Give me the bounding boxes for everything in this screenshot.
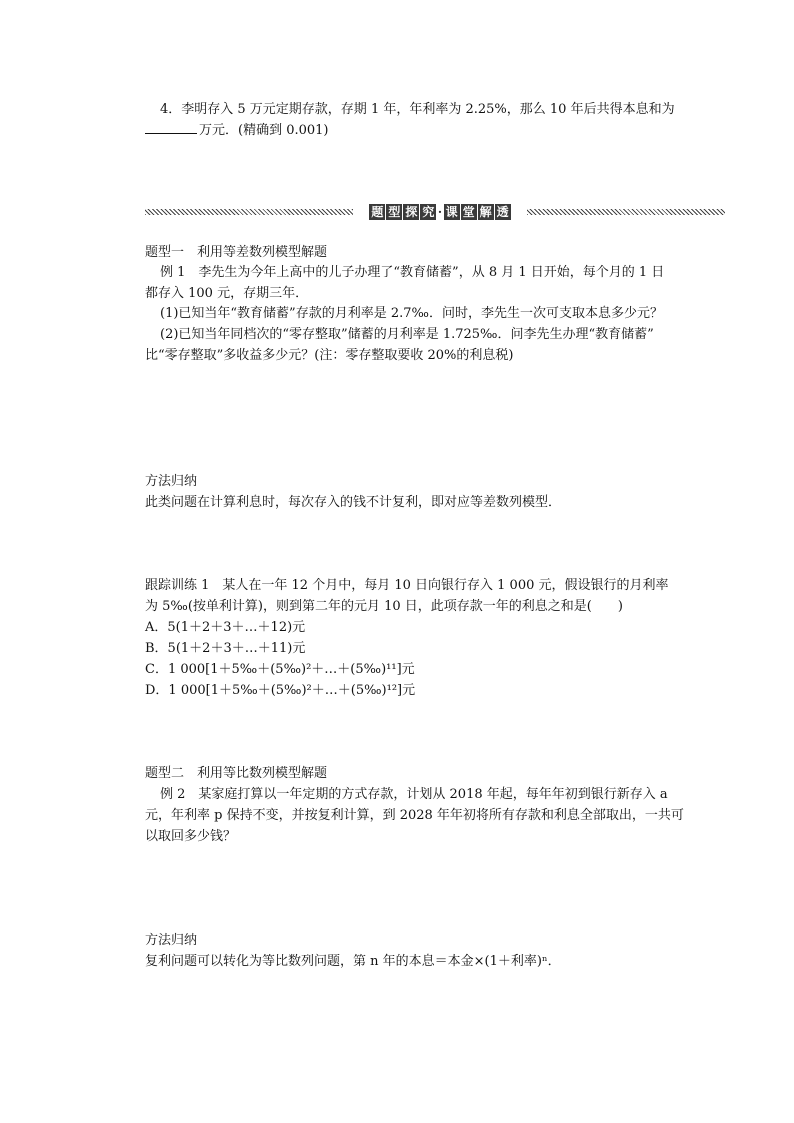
type2-heading: 题型二 利用等比数列模型解题 (145, 766, 328, 781)
banner-char: 堂 (462, 205, 475, 219)
training1-line-1: 跟踪训练 1 某人在一年 12 个月中，每月 10 日向银行存入 1 000 元，假设银行的月利率 (145, 578, 669, 593)
example1-part-1: (1)已知当年“教育储蓄”存款的月利率是 2.7‰．问时，李先生一次可支取本息多少元？ (160, 306, 663, 321)
example2-line-3: 以取回多少钱？ (145, 829, 237, 844)
method2-text: 复利问题可以转化为等比数列问题，第 n 年的本息＝本金×(1＋利率)ⁿ． (145, 954, 561, 969)
training1-option-d: D．1 000[1＋5‰＋(5‰)²＋…＋(5‰)¹²]元 (145, 683, 416, 698)
method1-text: 此类问题在计算利息时，每次存入的钱不计复利，即对应等差数列模型． (145, 495, 562, 510)
banner-separator: · (437, 205, 443, 219)
banner-char: 课 (445, 205, 458, 219)
example1-part-2-line-2: 比“零存整取”多收益多少元？(注：零存整取要收 20%的利息税) (145, 348, 514, 363)
banner-title (355, 203, 525, 221)
method2-heading: 方法归纳 (145, 933, 198, 948)
training1-option-c: C．1 000[1＋5‰＋(5‰)²＋…＋(5‰)¹¹]元 (145, 662, 415, 677)
banner-char: 型 (388, 205, 401, 219)
banner-stripes-left (145, 209, 353, 215)
method1-heading: 方法归纳 (145, 474, 198, 489)
banner-char: 究 (422, 205, 435, 219)
type1-heading: 题型一 利用等差数列模型解题 (145, 245, 328, 260)
training1-option-a: A．5(1＋2＋3＋…＋12)元 (145, 620, 306, 635)
question-4-suffix: 万元．(精确到 0.001) (199, 123, 329, 138)
training1-line-2: 为 5‰(按单利计算)，则到第二年的元月 10 日，此项存款一年的利息之和是( ) (145, 599, 623, 614)
banner-char: 题 (371, 205, 384, 219)
example1-line-1: 例 1 李先生为今年上高中的儿子办理了“教育储蓄”，从 8 月 1 日开始，每个月的 1 日 (160, 265, 665, 280)
example1-line-2: 都存入 100 元，存期三年． (145, 286, 309, 301)
example1-part-2-line-1: (2)已知当年同档次的“零存整取”储蓄的月利率是 1.725‰．问李先生办理“教育储蓄” (160, 327, 654, 342)
question-4-line-2 (145, 120, 705, 140)
banner-char: 透 (496, 205, 509, 219)
banner-char: 探 (405, 205, 418, 219)
example2-line-1: 例 2 某家庭打算以一年定期的方式存款，计划从 2018 年起，每年年初到银行新存入 a (160, 787, 668, 802)
question-4-line-1: 4．李明存入 5 万元定期存款，存期 1 年，年利率为 2.25%，那么 10 年后共得本息和为 (160, 102, 675, 117)
section-banner (145, 203, 725, 221)
answer-blank[interactable] (145, 120, 197, 134)
training1-option-b: B．5(1＋2＋3＋…＋11)元 (145, 641, 306, 656)
banner-char: 解 (479, 205, 492, 219)
example2-line-2: 元，年利率 p 保持不变，并按复利计算，到 2028 年年初将所有存款和利息全部取出，一共可 (145, 808, 684, 823)
banner-stripes-right (527, 209, 725, 215)
